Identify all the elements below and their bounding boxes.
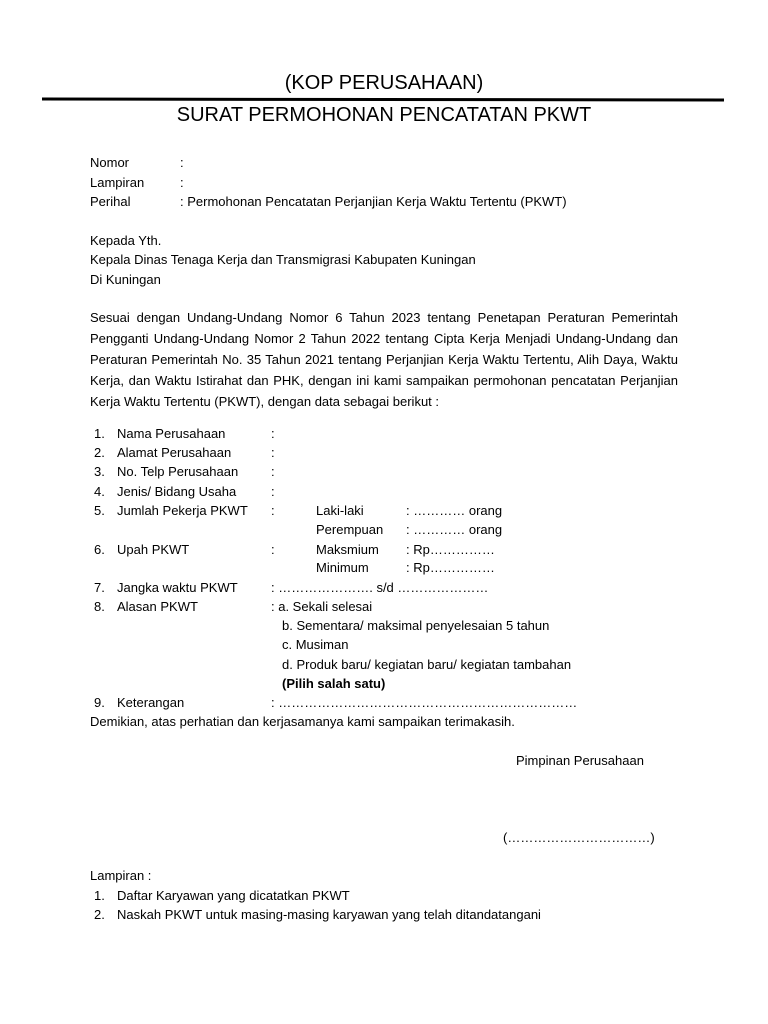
item-separator: : (271, 445, 275, 460)
attachment-number: 2. (94, 907, 105, 922)
item-number: 2. (94, 445, 105, 460)
sub-value-maksimum: : Rp…………… (406, 542, 495, 557)
signer-title: Pimpinan Perusahaan (516, 753, 644, 768)
sub-label-laki-laki: Laki-laki (316, 503, 364, 518)
item-label-jangka-waktu: Jangka waktu PKWT (117, 580, 238, 595)
item-label-upah: Upah PKWT (117, 542, 190, 557)
sub-label-maksimum: Maksmium (316, 542, 379, 557)
closing-text: Demikian, atas perhatian dan kerjasamanya kami sampaikan terimakasih. (90, 714, 515, 729)
item-label-nama-perusahaan: Nama Perusahaan (117, 426, 226, 441)
attachments-title: Lampiran : (90, 868, 152, 883)
item-number: 9. (94, 695, 105, 710)
item-value-keterangan: : …………………………………………………………… (271, 695, 578, 710)
letterhead-divider (42, 98, 724, 102)
attachment-item: Naskah PKWT untuk masing-masing karyawan yang telah ditandatangani (117, 907, 541, 922)
attachment-item: Daftar Karyawan yang dicatatkan PKWT (117, 888, 350, 903)
alasan-option-b: b. Sementara/ maksimal penyelesaian 5 tahun (282, 618, 550, 633)
alasan-option-a: : a. Sekali selesai (271, 599, 373, 614)
sub-value-laki-laki: : ………… orang (406, 503, 503, 518)
item-number: 7. (94, 580, 105, 595)
recipient-greeting: Kepada Yth. (90, 233, 162, 248)
item-separator: : (271, 503, 275, 518)
item-number: 1. (94, 426, 105, 441)
lampiran-separator: : (180, 175, 184, 190)
item-label-jenis-usaha: Jenis/ Bidang Usaha (117, 484, 237, 499)
alasan-note: (Pilih salah satu) (282, 676, 386, 691)
alasan-option-c: c. Musiman (282, 637, 349, 652)
alasan-option-d: d. Produk baru/ kegiatan baru/ kegiatan tambahan (282, 657, 572, 672)
nomor-separator: : (180, 155, 184, 170)
sub-value-perempuan: : ………… orang (406, 522, 503, 537)
sub-label-perempuan: Perempuan (316, 522, 384, 537)
item-separator: : (271, 426, 275, 441)
item-number: 6. (94, 542, 105, 557)
item-number: 4. (94, 484, 105, 499)
item-label-telp-perusahaan: No. Telp Perusahaan (117, 464, 239, 479)
item-number: 8. (94, 599, 105, 614)
body-paragraph: Sesuai dengan Undang-Undang Nomor 6 Tahun 2023 tentang Penetapan Peraturan Pemerintah Pengganti Undang-Undang Nomor 2 Tahun 2022 tentang Cipta Kerja Menjadi Undang-Undang dan Peraturan Pemerintah No. 35 Tahun 2021 tentang Perjanjian Kerja Waktu Tertentu, Alih Daya, Waktu Kerja, dan Waktu Istirahat dan PHK, dengan ini kami sampaikan permohonan pencatatan Perjanjian Kerja Waktu Tertentu (PKWT), dengan data sebagai berikut : (90, 310, 678, 409)
item-label-alasan: Alasan PKWT (117, 599, 198, 614)
item-label-alamat-perusahaan: Alamat Perusahaan (117, 445, 232, 460)
sub-value-minimum: : Rp…………… (406, 560, 495, 575)
recipient-location: Di Kuningan (90, 272, 161, 287)
perihal-label: Perihal (90, 194, 131, 209)
letter-title: SURAT PERMOHONAN PENCATATAN PKWT (176, 104, 592, 126)
perihal-value: : Permohonan Pencatatan Perjanjian Kerja Waktu Tertentu (PKWT) (180, 194, 567, 209)
item-separator: : (271, 464, 275, 479)
nomor-label: Nomor (90, 155, 130, 170)
recipient-name: Kepala Dinas Tenaga Kerja dan Transmigrasi Kabupaten Kuningan (90, 252, 476, 267)
item-value-jangka-waktu: : …………………. s/d ………………… (271, 580, 489, 595)
lampiran-label: Lampiran (90, 175, 145, 190)
item-separator: : (271, 484, 275, 499)
item-separator: : (271, 542, 275, 557)
attachment-number: 1. (94, 888, 105, 903)
item-number: 3. (94, 464, 105, 479)
item-label-jumlah-pekerja: Jumlah Pekerja PKWT (117, 503, 248, 518)
item-label-keterangan: Keterangan (117, 695, 185, 710)
letterhead-placeholder: (KOP PERUSAHAAN) (284, 72, 484, 94)
signature-line: (……………………………) (503, 830, 655, 845)
item-number: 5. (94, 503, 105, 518)
sub-label-minimum: Minimum (316, 560, 369, 575)
